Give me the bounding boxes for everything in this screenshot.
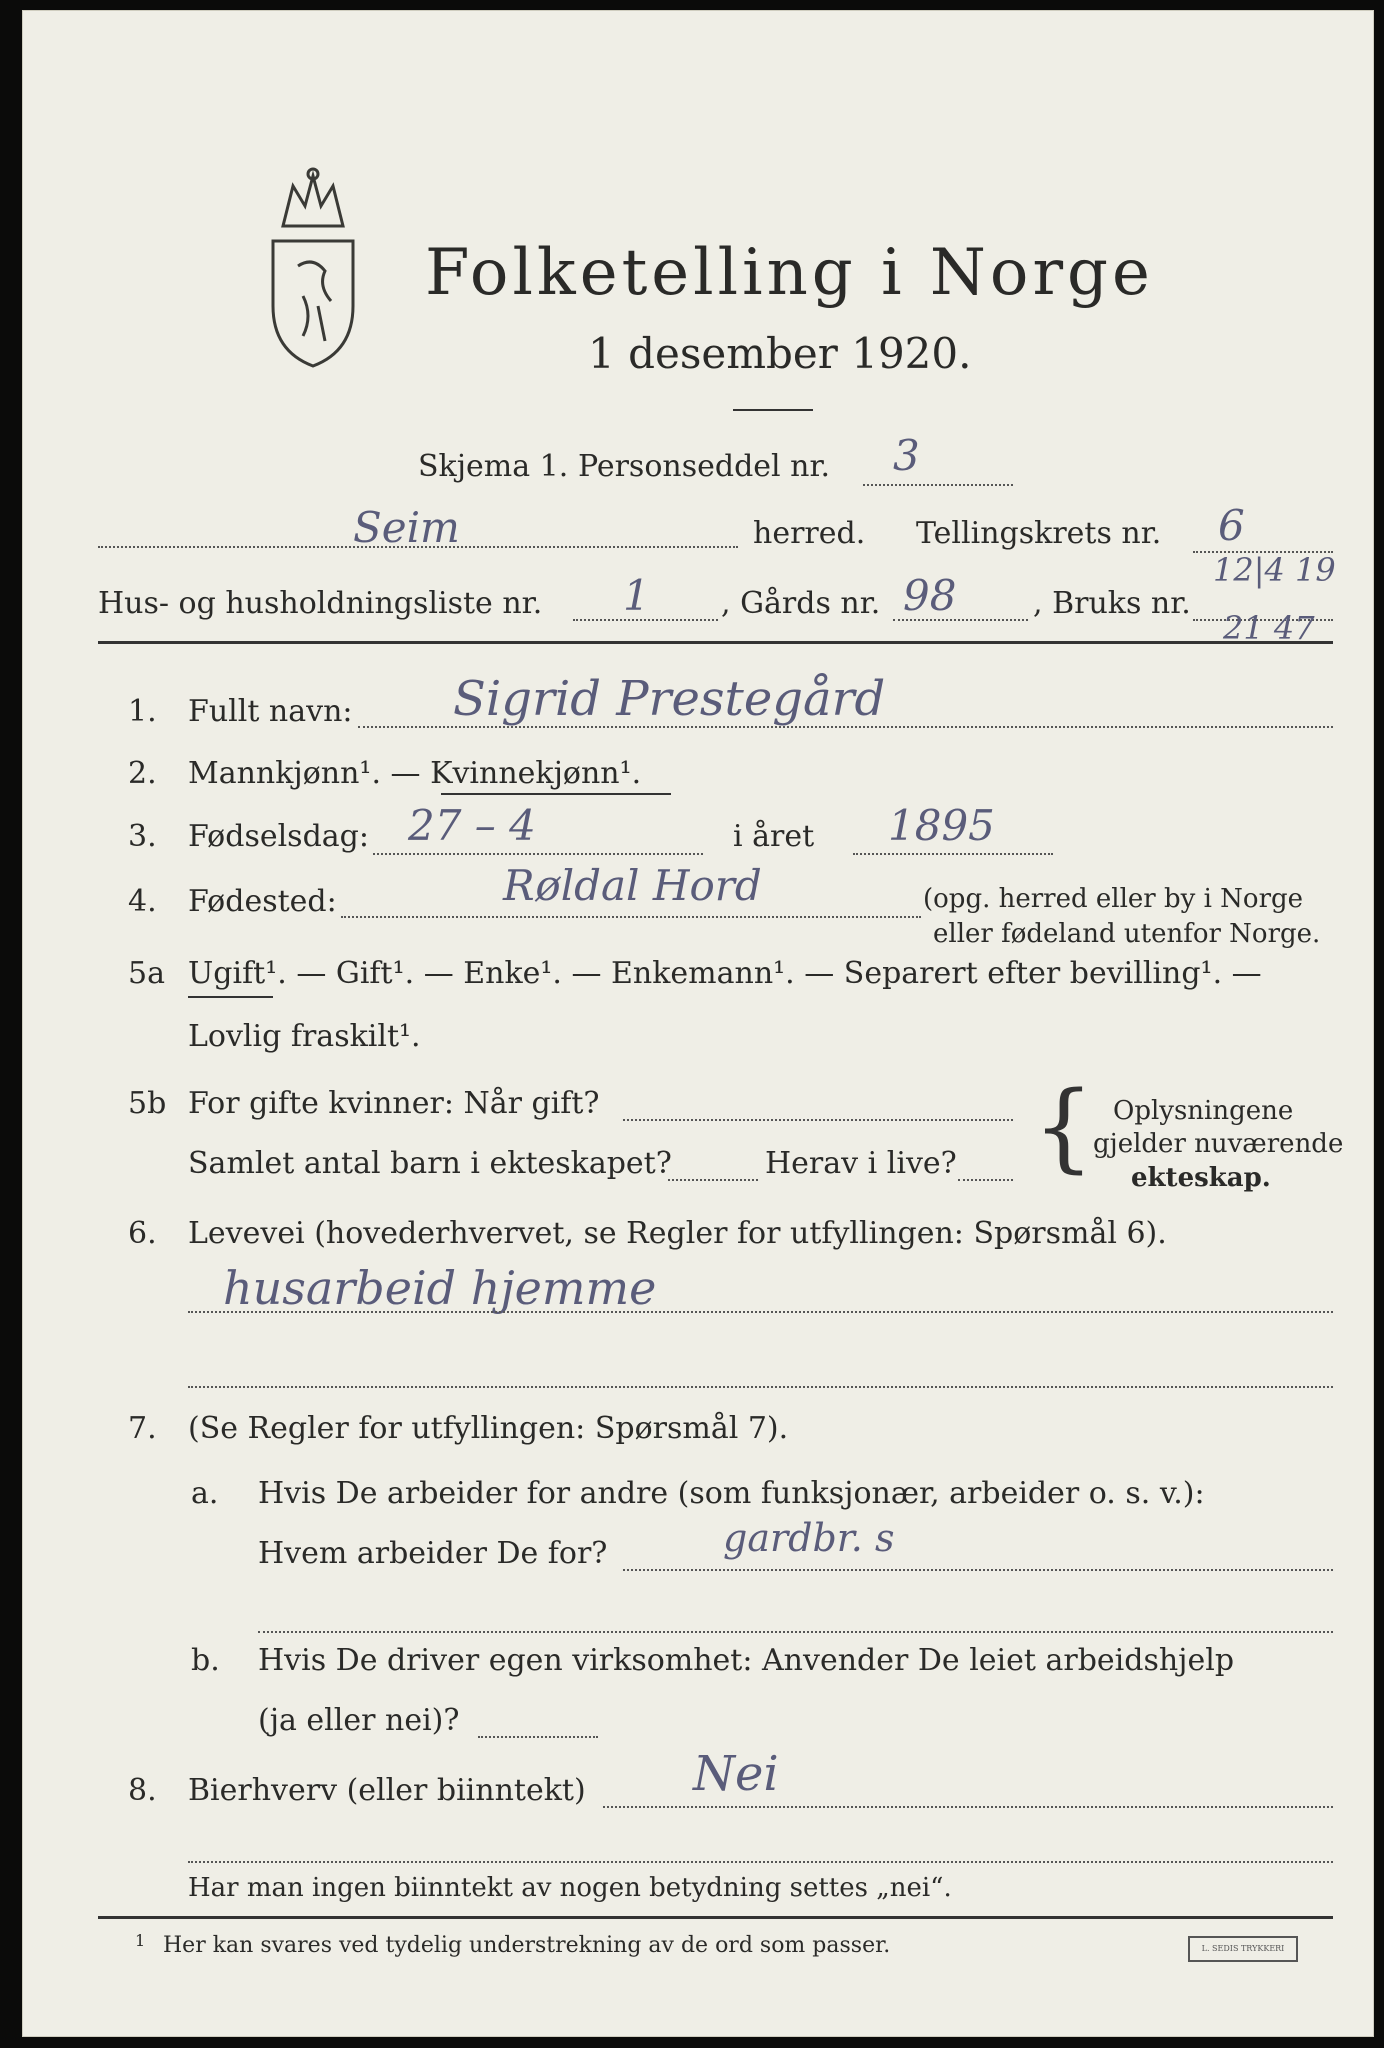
birthplace-value: Røldal Hord (503, 861, 762, 910)
census-date: 1 desember 1920. (588, 329, 972, 378)
q5b-label-3: Herav i live? (765, 1146, 957, 1181)
q8-number: 8. (128, 1773, 157, 1808)
q7b-label-2: (ja eller nei)? (258, 1703, 460, 1738)
hus-value: 1 (623, 571, 650, 620)
q5b-label-2: Samlet antal barn i ekteskapet? (188, 1146, 672, 1181)
q3-number: 3. (128, 819, 157, 854)
side-income-value: Nei (693, 1746, 779, 1802)
footer-note: Har man ingen biinntekt av nogen betydning settes „nei“. (188, 1873, 952, 1903)
q5b-note-3: ekteskap. (1131, 1163, 1271, 1193)
q5b-label: For gifte kvinner: Når gift? (188, 1086, 600, 1121)
printer-stamp: L. SEDIS TRYKKERI (1188, 1936, 1298, 1962)
brace: { (1033, 1071, 1095, 1183)
gender-options: Mannkjønn¹. — Kvinnekjønn¹. (188, 756, 642, 791)
q3-year-label: i året (733, 819, 815, 854)
q7-label: (Se Regler for utfyllingen: Spørsmål 7). (188, 1411, 789, 1446)
employer-value: gardbr. s (723, 1516, 895, 1560)
footnote-mark: 1 (135, 1931, 146, 1950)
birthplace-note-2: eller fødeland utenfor Norge. (933, 919, 1321, 949)
occupation-value: husarbeid hjemme (223, 1261, 657, 1315)
q1-label: Fullt navn: (188, 694, 353, 729)
tellingskrets-value: 6 (1218, 501, 1245, 550)
birthdate-value: 27 – 4 (408, 801, 536, 850)
q7a-number: a. (191, 1476, 219, 1511)
herred-value: Seim (353, 503, 460, 552)
personseddel-value: 3 (893, 431, 920, 480)
census-form (22, 10, 1374, 2037)
q4-label: Fødested: (188, 884, 337, 919)
q2-number: 2. (128, 756, 157, 791)
bruks-value-top: 12|4 19 (1213, 551, 1336, 589)
birth-year-value: 1895 (888, 801, 995, 850)
q8-label: Bierhverv (eller biinntekt) (188, 1773, 586, 1808)
personseddel-label: Personseddel nr. (578, 449, 831, 484)
hus-label: Hus- og husholdningsliste nr. (98, 586, 543, 621)
marital-status-options: Ugift¹. — Gift¹. — Enke¹. — Enkemann¹. — Separert efter bevilling¹. — (188, 956, 1262, 991)
q7b-label: Hvis De driver egen virksomhet: Anvender De leiet arbeidshjelp (258, 1643, 1235, 1678)
q7a-label: Hvis De arbeider for andre (som funksjonær, arbeider o. s. v.): (258, 1476, 1205, 1511)
q7-number: 7. (128, 1411, 157, 1446)
q5b-number: 5b (128, 1086, 167, 1121)
tellingskrets-label: Tellingskrets nr. (916, 516, 1162, 551)
q1-number: 1. (128, 694, 157, 729)
q6-label: Levevei (hovederhvervet, se Regler for utfyllingen: Spørsmål 6). (188, 1216, 1167, 1251)
q4-number: 4. (128, 884, 157, 919)
marital-status-options-2: Lovlig fraskilt¹. (188, 1019, 421, 1054)
q7b-number: b. (191, 1643, 220, 1678)
gards-value: 98 (903, 571, 957, 620)
bruks-label: , Bruks nr. (1033, 586, 1191, 621)
q5b-note-2: gjelder nuværende (1093, 1129, 1344, 1159)
coat-of-arms-icon (263, 166, 363, 371)
q5b-note-1: Oplysningene (1113, 1096, 1294, 1126)
q5a-number: 5a (128, 956, 165, 991)
birthplace-note-1: (opg. herred eller by i Norge (923, 884, 1304, 914)
form-title: Folketelling i Norge (425, 236, 1154, 310)
q6-number: 6. (128, 1216, 157, 1251)
q3-label: Fødselsdag: (188, 819, 369, 854)
skjema-label: Skjema 1. (418, 449, 569, 484)
footnote-text: Her kan svares ved tydelig understrekning av de ord som passer. (163, 1933, 891, 1958)
q7a-label-2: Hvem arbeider De for? (258, 1536, 608, 1571)
bruks-value-bottom: 21 47 (1223, 609, 1315, 647)
full-name-value: Sigrid Prestegård (453, 671, 886, 727)
herred-label: herred. (753, 516, 866, 551)
gards-label: , Gårds nr. (721, 586, 881, 621)
